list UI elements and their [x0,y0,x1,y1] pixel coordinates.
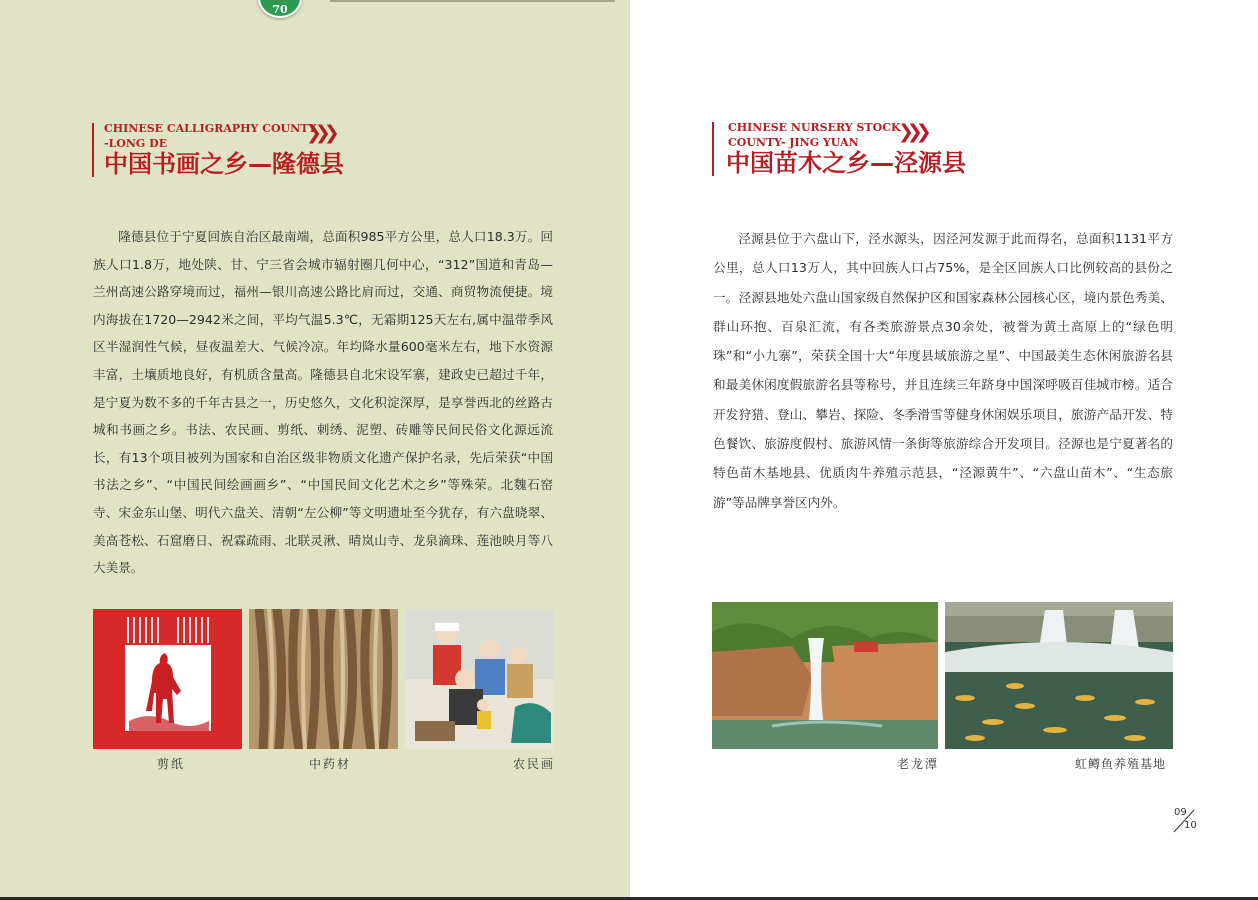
farmer-painting-photo [405,609,554,749]
right-header-en-line2: COUNTY- JING YUAN [728,136,859,149]
left-chevrons-icon: ❯❯❯ [306,122,333,144]
left-header-en-line1: CHINESE CALLIGRAPHY COUNTY [104,122,317,135]
trout-farm-photo [945,602,1173,749]
left-header-bar [92,123,94,177]
waterfall-photo [712,602,938,749]
caption-trout-farm: 虹鳟鱼养殖基地 [1075,757,1167,771]
papercut-photo [93,609,242,749]
top-rule [330,0,615,2]
right-body-text: 泾源县位于六盘山下，泾水源头，因泾河发源于此而得名，总面积1131平方公里，总人口13万人，其中回族人口占75%，是全区回族人口比例较高的县份之一。泾源县地处六盘山国家级自然保护区和国家森林公园核心区，境内景色秀美、群山环抱、百泉汇流，有各类旅游景点30余处，被誉为黄土高原上的“绿色明珠”和“小九寨”，荣获全国十大“年度县域旅游之星”、中国最美生态休闲旅游名县和最美休闲度假旅游名县等称号，并且连续三年跻身中国深呼吸百佳城市榜。适合开发狩猎、登山、攀岩、探险、冬季滑雪等健身休闲娱乐项目，旅游产品开发、特色餐饮、旅游度假村、旅游风情一条街等旅游综合开发项目。泾源也是宁夏著名的特色苗木基地县、优质肉牛养殖示范县，“泾源黄牛”、“六盘山苗木”、“生态旅游”等品牌享誉区内外。 [713,231,1173,510]
page-badge: 70 [258,0,302,18]
right-header-en-line1: CHINESE NURSERY STOCK [728,121,901,134]
left-header-en-line2: -LONG DE [104,137,168,150]
left-header-en [104,121,316,151]
page-number-right: 10 [1184,820,1197,831]
caption-farmer-painting: 农民画 [513,757,556,771]
caption-waterfall: 老龙潭 [897,757,940,771]
right-header [712,120,1012,180]
left-header [92,121,392,181]
herb-photo [249,609,398,749]
page-number [1172,807,1202,835]
page-number-left: 09 [1174,807,1187,818]
right-chevrons-icon: ❯❯❯ [898,121,925,143]
caption-herb: 中药材 [309,757,352,771]
left-body-text: 隆德县位于宁夏回族自治区最南端，总面积985平方公里，总人口18.3万。回族人口1.8万，地处陕、甘、宁三省会城市辐射圈几何中心，“312”国道和青岛—兰州高速公路穿境而过，福州—银川高速公路比肩而过，交通、商贸物流便捷。境内海拔在1720—2942米之间，平均气温5.3℃，无霜期125天左右,属中温带季风区半湿润性气候，昼夜温差大、气候冷凉。年均降水量600毫米左右，地下水资源丰富，土壤质地良好，有机质含量高。隆德县自北宋设军寨，建政史已超过千年，是宁夏为数不多的千年古县之一，历史悠久，文化积淀深厚，是享誉西北的丝路古城和书画之乡。书法、农民画、剪纸、刺绣、泥塑、砖雕等民间民俗文化源远流长，有13个项目被列为国家和自治区级非物质文化遗产保护名录，先后荣获“中国书法之乡”、“中国民间绘画画乡”、“中国民间文化艺术之乡”等殊荣。北魏石窑寺、宋金东山堡、明代六盘关、清朝“左公柳”等文明遗址至今犹存，有六盘晓翠、美高苍松、石窟磨日、祝霖疏雨、北联灵湫、晴岚山寺、龙泉滴珠、莲池映月等八大美景。 [93,229,553,576]
right-header-title: 中国苗木之乡—泾源县 [726,149,966,177]
right-header-en [728,120,901,150]
left-header-title: 中国书画之乡—隆德县 [104,150,344,178]
caption-papercut: 剪纸 [157,757,186,771]
right-header-bar [712,122,714,176]
